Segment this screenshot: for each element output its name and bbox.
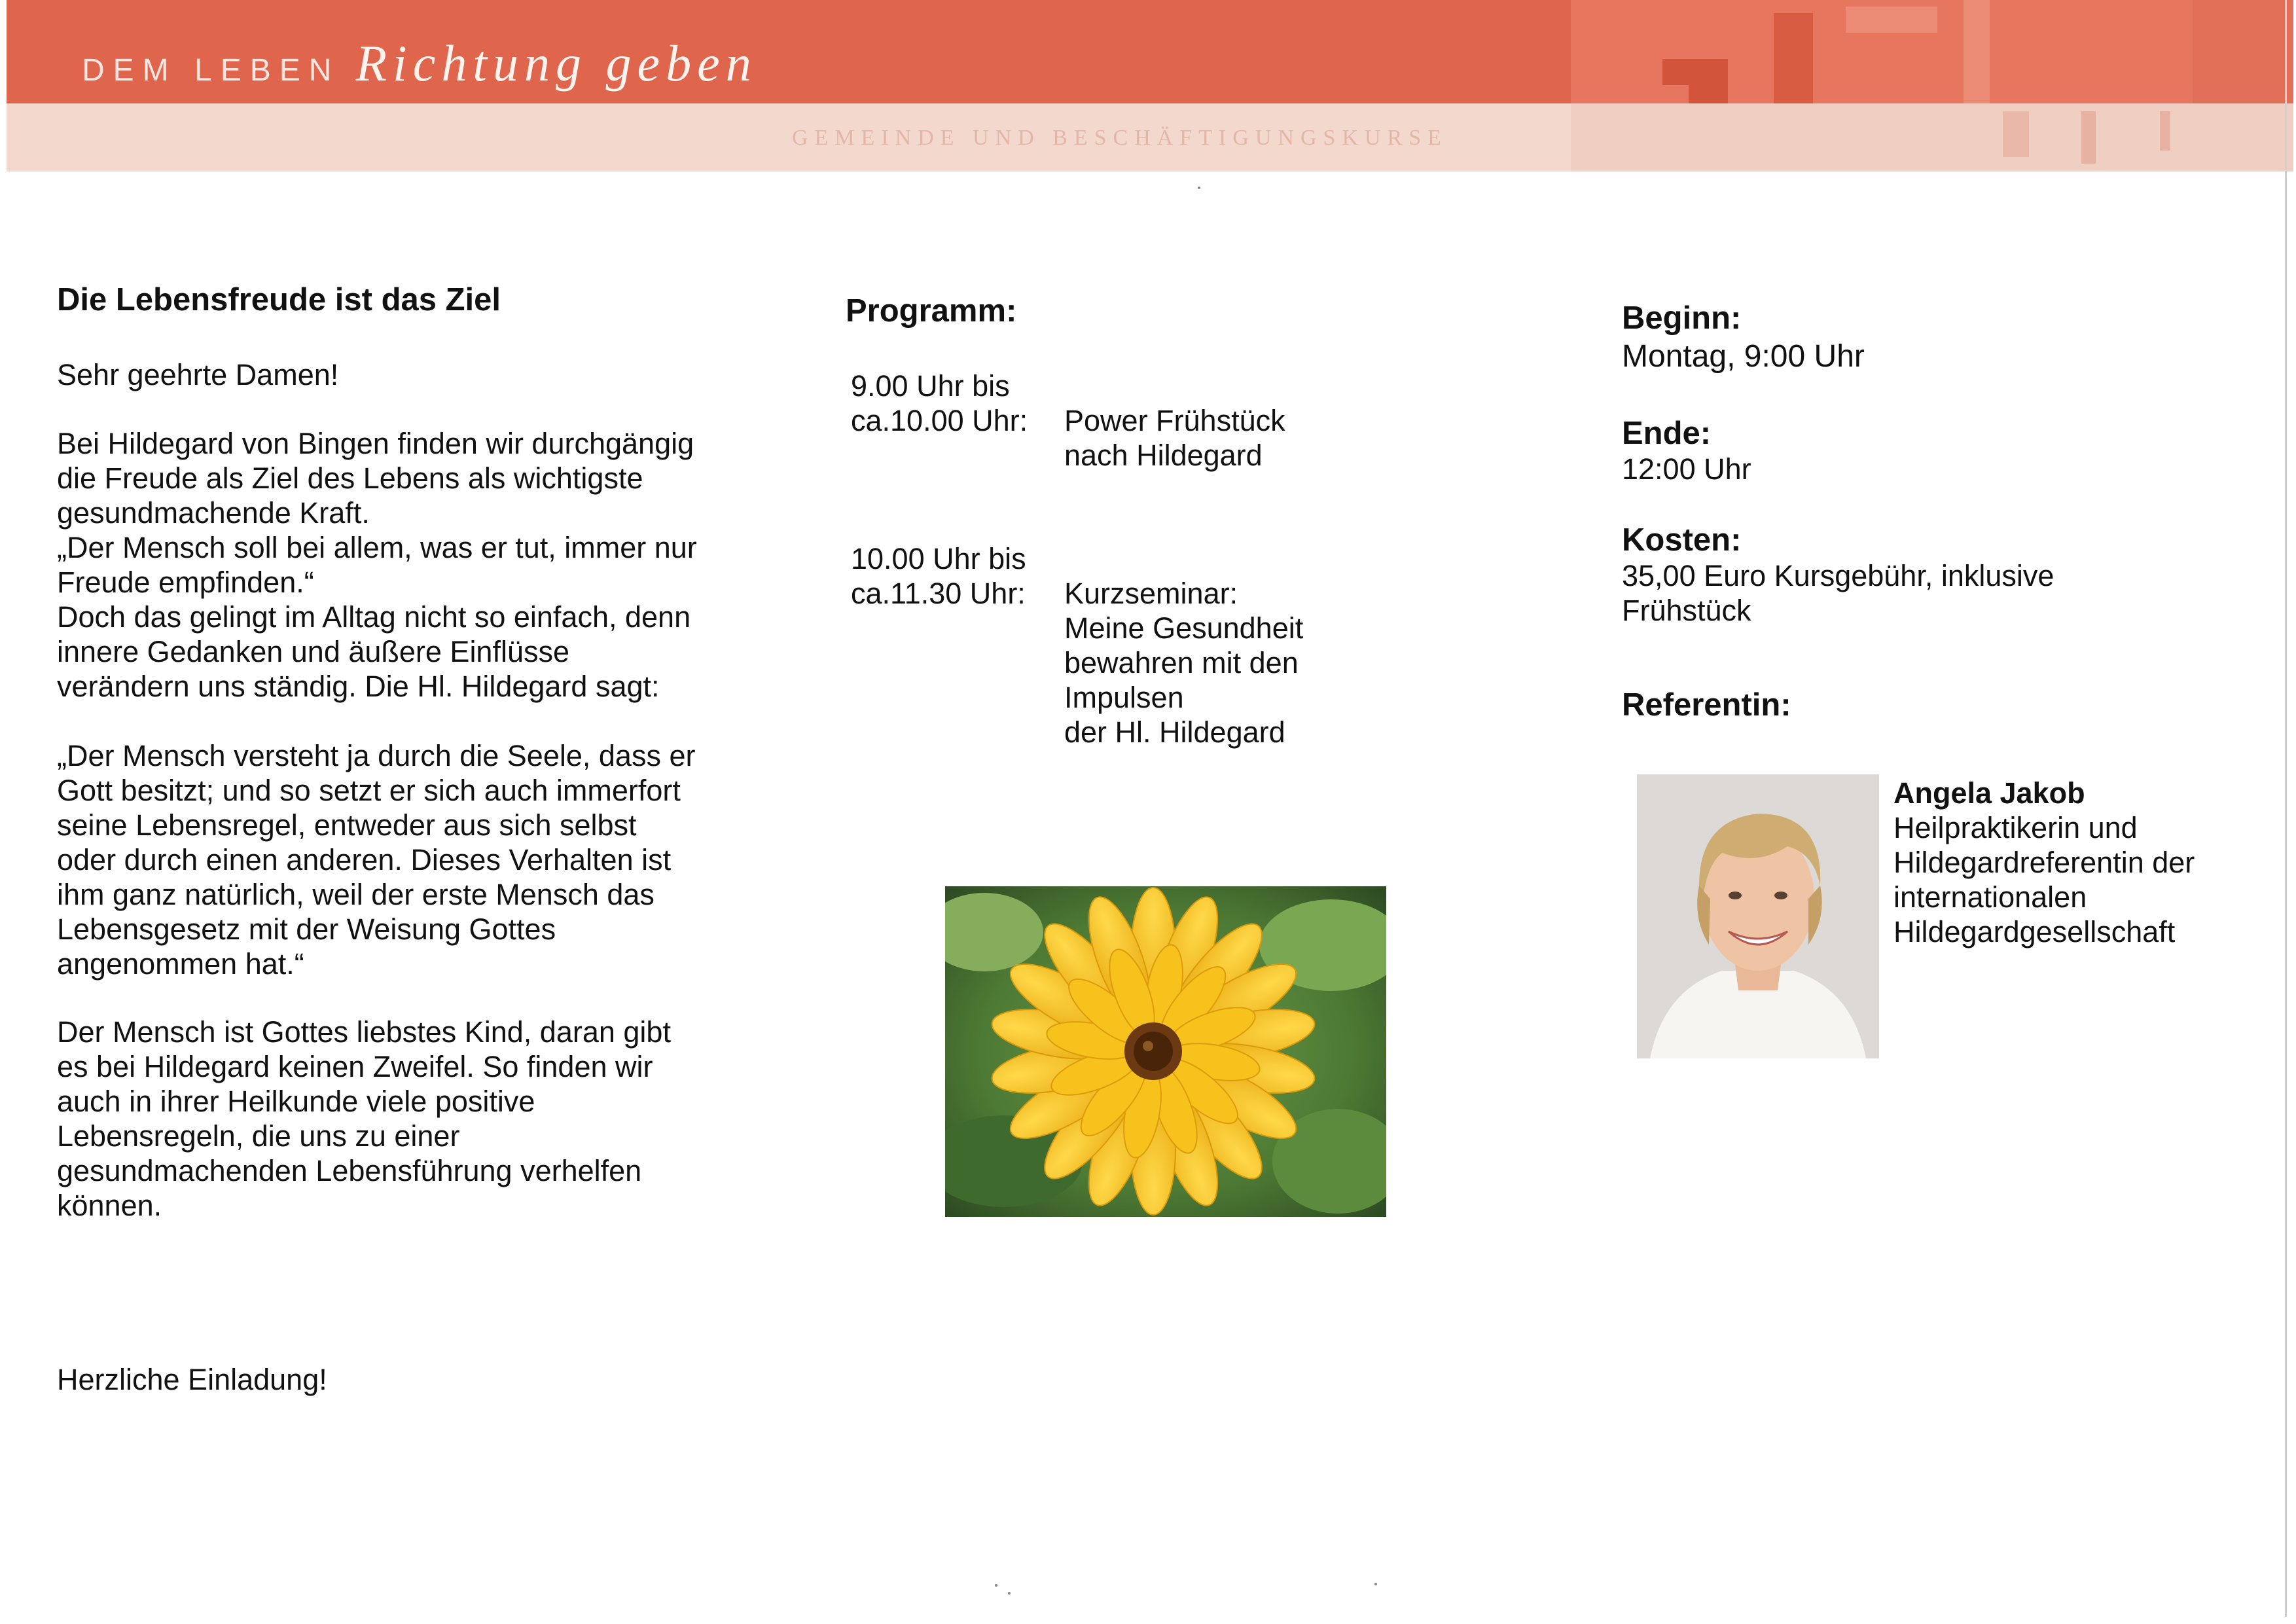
beginn-label: Beginn: — [1622, 300, 1742, 336]
programm-time-to: ca.10.00 Uhr: — [851, 404, 1028, 437]
programm-time-to: ca.11.30 Uhr: — [851, 577, 1026, 610]
scan-speck — [1008, 1592, 1011, 1595]
programm-time-from: 10.00 Uhr bis — [851, 542, 1026, 575]
kosten-label: Kosten: — [1622, 522, 1742, 558]
programm-desc-line: bewahren mit den — [1064, 646, 1299, 679]
referentin-bio-line: Hildegardgesellschaft — [1893, 915, 2176, 948]
paragraph-line: können. — [57, 1189, 162, 1222]
paragraph-line: verändern uns ständig. Die Hl. Hildegard sagt: — [57, 670, 660, 703]
paragraph-line: Bei Hildegard von Bingen finden wir durchgängig — [57, 427, 694, 460]
paragraph-line: innere Gedanken und äußere Einflüsse — [57, 635, 570, 668]
paragraph-line: gesundmachenden Lebensführung verhelfen — [57, 1154, 642, 1187]
paragraph-line: Der Mensch ist Gottes liebstes Kind, daran gibt — [57, 1015, 671, 1049]
paragraph-line: angenommen hat.“ — [57, 947, 304, 981]
closing-invitation: Herzliche Einladung! — [57, 1363, 327, 1396]
referentin-photo — [1637, 774, 1879, 1058]
referentin-label: Referentin: — [1622, 687, 1791, 723]
beginn-value: Montag, 9:00 Uhr — [1622, 339, 1865, 374]
banner-tagline — [82, 34, 757, 93]
paragraph-line: Lebensregeln, die uns zu einer — [57, 1119, 460, 1153]
paragraph-line: auch in ihrer Heilkunde viele positive — [57, 1085, 535, 1118]
kosten-value-line: Frühstück — [1622, 594, 1751, 627]
paragraph-line: die Freude als Ziel des Lebens als wichtigste — [57, 461, 643, 495]
programm-desc-line: Meine Gesundheit — [1064, 611, 1304, 645]
paragraph-line: „Der Mensch versteht ja durch die Seele, dass er — [57, 739, 696, 772]
scan-speck — [995, 1584, 997, 1587]
portrait-image — [1637, 774, 1879, 1058]
referentin-bio-line: internationalen — [1893, 880, 2087, 914]
paragraph-line: gesundmachende Kraft. — [57, 496, 370, 530]
programm-time-from: 9.00 Uhr bis — [851, 369, 1010, 403]
referentin-bio-line: Heilpraktikerin und — [1893, 811, 2138, 844]
banner-faded-logo — [1571, 0, 2293, 171]
programm-desc-line: Impulsen — [1064, 681, 1184, 714]
paragraph-line: Freude empfinden.“ — [57, 566, 314, 599]
programm-desc-line: Kurzseminar: — [1064, 577, 1238, 610]
intro-salutation: Sehr geehrte Damen! — [57, 358, 339, 391]
kosten-value-line: 35,00 Euro Kursgebühr, inklusive — [1622, 559, 2054, 592]
programm-desc-line: Power Frühstück — [1064, 404, 1285, 437]
referentin-name: Angela Jakob — [1893, 776, 2085, 810]
ende-label: Ende: — [1622, 416, 1712, 451]
tagline-script: Richtung geben — [355, 35, 757, 92]
paragraph-line: „Der Mensch soll bei allem, was er tut, immer nur — [57, 531, 697, 564]
scan-speck — [1198, 187, 1200, 189]
paragraph-line: Gott besitzt; und so setzt er sich auch immerfort — [57, 774, 681, 807]
paragraph-line: Doch das gelingt im Alltag nicht so einfach, denn — [57, 600, 691, 634]
header-banner — [7, 0, 2293, 171]
paragraph-line: oder durch einen anderen. Dieses Verhalten ist — [57, 843, 672, 876]
paragraph-line: ihm ganz natürlich, weil der erste Mensch das — [57, 878, 655, 911]
programm-desc-line: nach Hildegard — [1064, 439, 1263, 472]
ende-value: 12:00 Uhr — [1622, 452, 1751, 486]
paragraph-line: Lebensgesetz mit der Weisung Gottes — [57, 912, 556, 946]
intro-title: Die Lebensfreude ist das Ziel — [57, 282, 501, 317]
paragraph-line: seine Lebensregel, entweder aus sich selbst — [57, 808, 637, 842]
flower-image — [945, 886, 1386, 1217]
scan-speck — [1374, 1583, 1377, 1585]
programm-heading: Programm: — [846, 293, 1017, 329]
banner-faded-text: GEMEINDE UND BESCHÄFTIGUNGSKURSE — [792, 126, 1448, 150]
tagline-plain: DEM LEBEN — [82, 53, 340, 88]
programm-desc-line: der Hl. Hildegard — [1064, 715, 1285, 749]
paragraph-line: es bei Hildegard keinen Zweifel. So finden wir — [57, 1050, 653, 1083]
marigold-flower-photo — [945, 886, 1386, 1217]
scan-edge-line — [2285, 0, 2287, 1617]
referentin-bio-line: Hildegardreferentin der — [1893, 846, 2195, 879]
